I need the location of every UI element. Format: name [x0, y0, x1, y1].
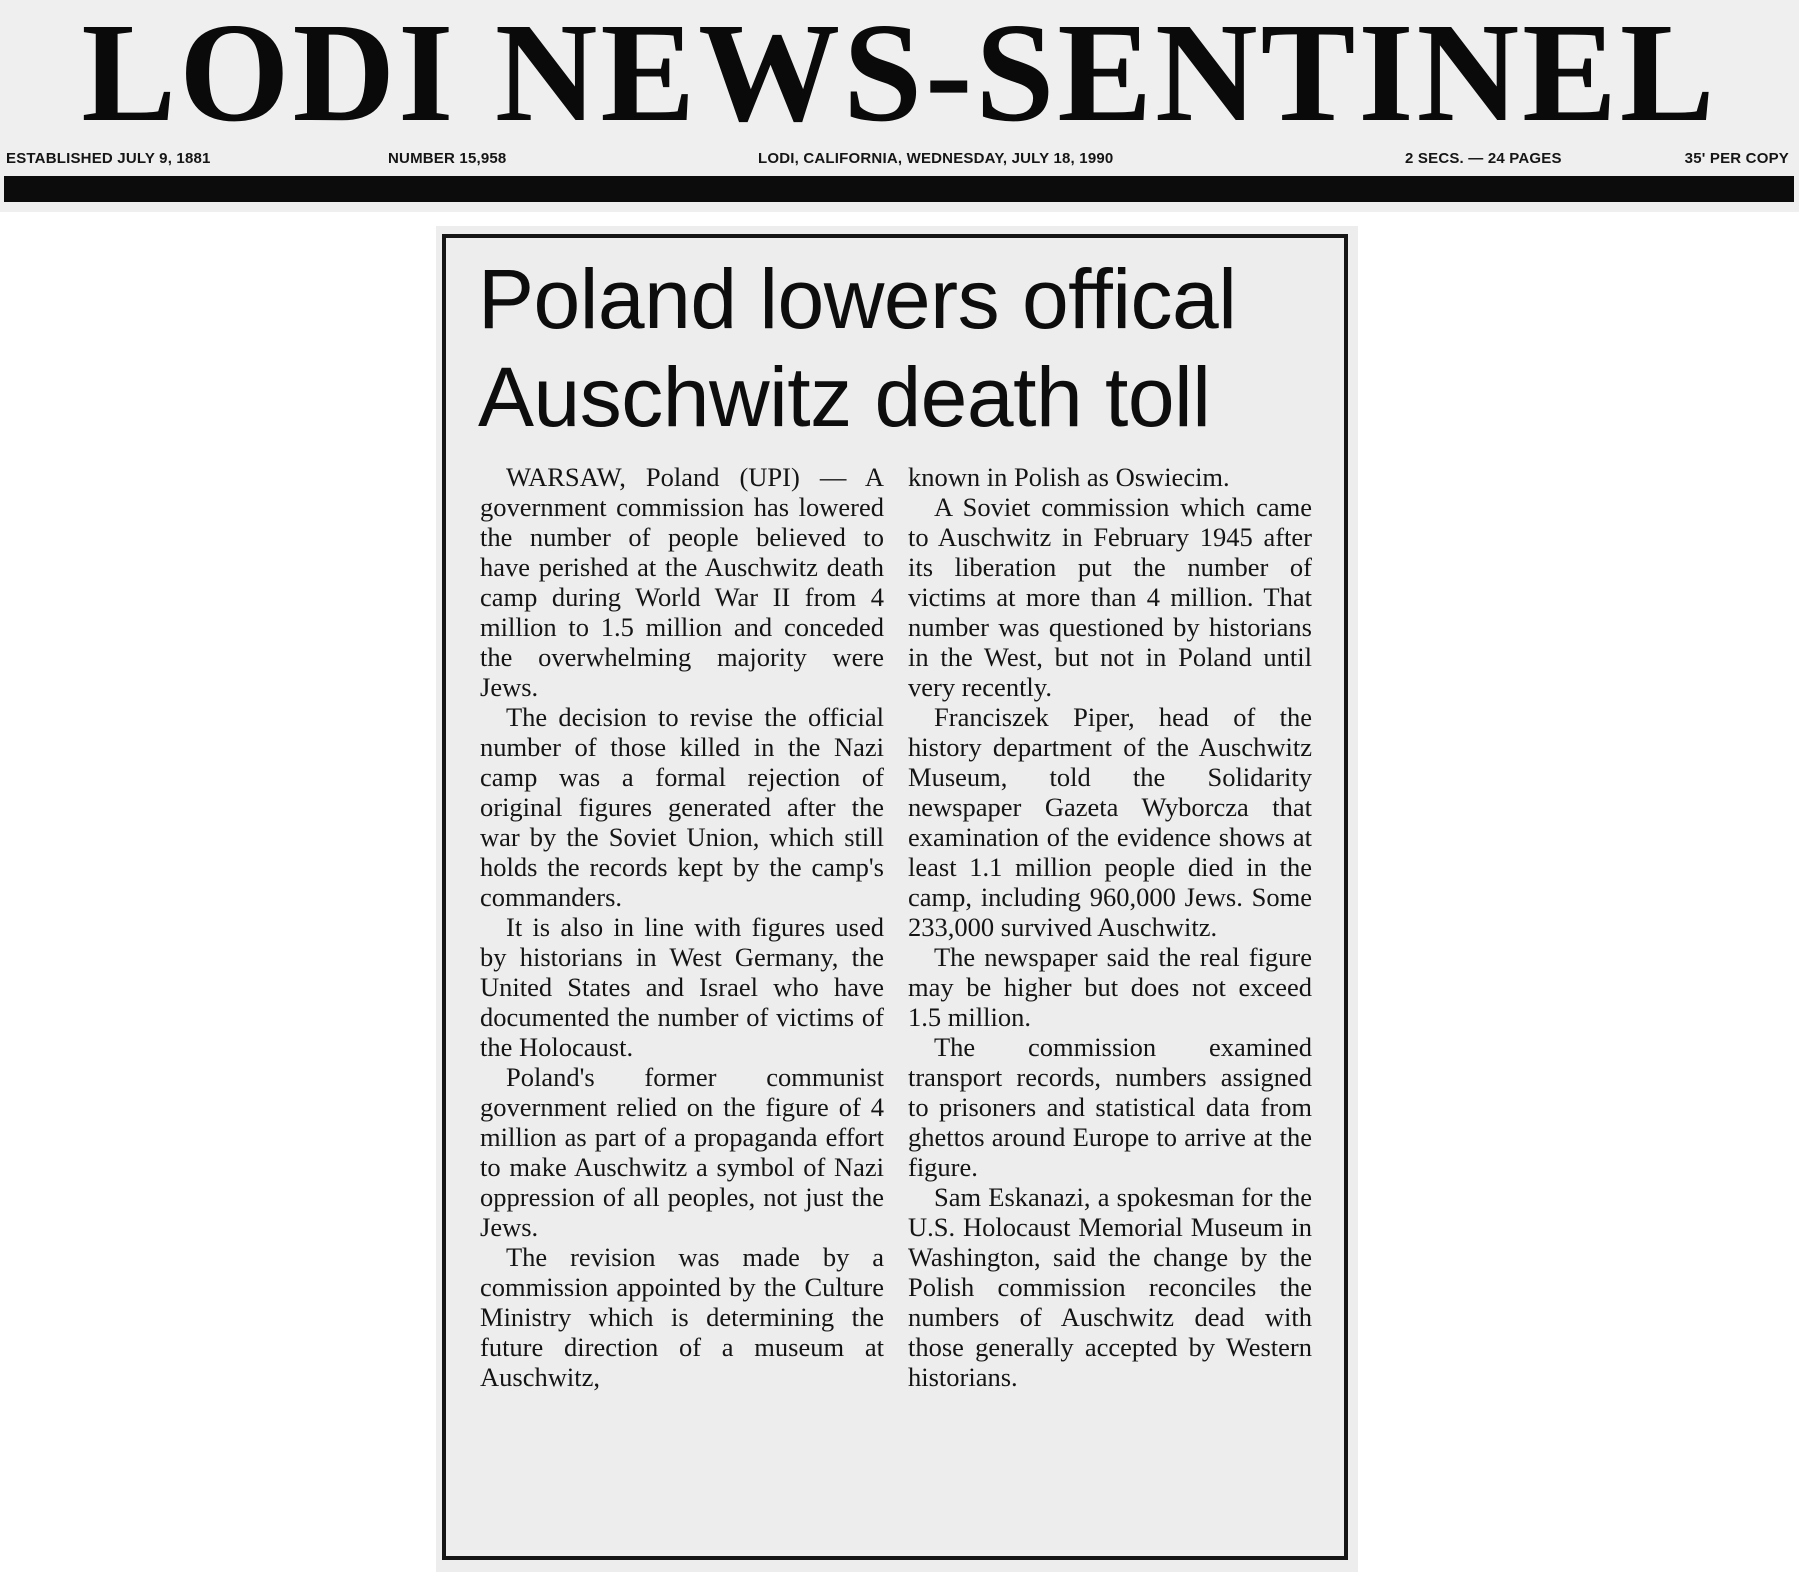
issue-dateline: LODI, CALIFORNIA, WEDNESDAY, JULY 18, 1990 [758, 150, 1114, 167]
paragraph-1: WARSAW, Poland (UPI) — A government commission has lowered the number of people believed to have perished at the Auschwitz death camp during World War II from 4 million to 1.5 million and conceded the overwhelming majority were Jews. [480, 462, 884, 702]
paragraph-9: The commission examined transport records, numbers assigned to prisoners and statistical data from ghettos around Europe to arrive at the figure. [908, 1032, 1312, 1182]
paragraph-6: A Soviet commission which came to Auschwitz in February 1945 after its liberation put the number of victims at more than 4 million. That number was questioned by historians in the West, but not in Poland until very recently. [908, 492, 1312, 702]
issue-number: NUMBER 15,958 [388, 150, 507, 167]
paragraph-10: Sam Eskanazi, a spokesman for the U.S. Holocaust Memorial Museum in Washington, said the change by the Polish commission reconciles the numbers of Auschwitz dead with those generally accepted by Western historians. [908, 1182, 1312, 1392]
article-headline: Poland lowers offical Auschwitz death toll [478, 252, 1237, 444]
article-column-right [908, 462, 1312, 1392]
article-column-left [480, 462, 884, 1392]
paragraph-5: The revision was made by a commission appointed by the Culture Ministry which is determining the future direction of a museum at Auschwitz, [480, 1242, 884, 1392]
paragraph-5-continuation: known in Polish as Oswiecim. [908, 462, 1230, 492]
paragraph-7: Franciszek Piper, head of the history department of the Auschwitz Museum, told the Solidarity newspaper Gazeta Wyborcza that examination of the evidence shows at least 1.1 million people died in the camp, including 960,000 Jews. Some 233,000 survived Auschwitz. [908, 702, 1312, 942]
masthead [0, 0, 1799, 212]
masthead-rule [4, 176, 1794, 202]
sections-pages: 2 SECS. — 24 PAGES [1405, 150, 1562, 167]
established-date: ESTABLISHED JULY 9, 1881 [6, 150, 211, 167]
paragraph-2: The decision to revise the official number of those killed in the Nazi camp was a formal rejection of original figures generated after the war by the Soviet Union, which still holds the records kept by the camp's commanders. [480, 702, 884, 912]
newspaper-title: LODI NEWS-SENTINEL [81, 0, 1718, 151]
paragraph-4: Poland's former communist government relied on the figure of 4 million as part of a propaganda effort to make Auschwitz a symbol of Nazi oppression of all peoples, not just the Jews. [480, 1062, 884, 1242]
paragraph-8: The newspaper said the real figure may be higher but does not exceed 1.5 million. [908, 942, 1312, 1032]
paragraph-3: It is also in line with figures used by historians in West Germany, the United States and Israel who have documented the number of victims of the Holocaust. [480, 912, 884, 1062]
price: 35' PER COPY [1684, 150, 1789, 167]
